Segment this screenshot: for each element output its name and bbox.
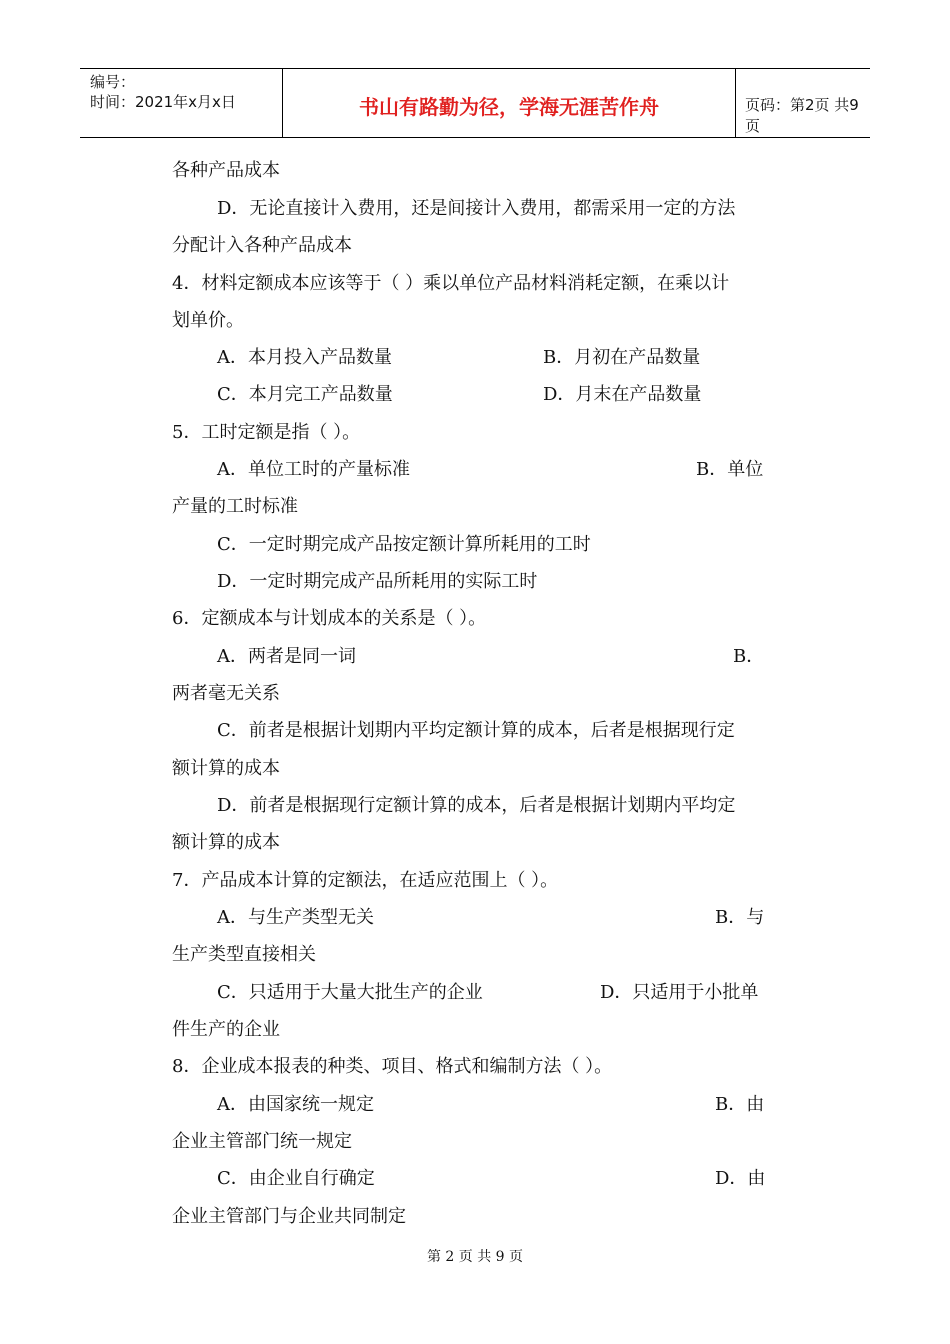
option-b: B．月初在产品数量 bbox=[543, 347, 701, 368]
document-time-label: 时间：2021年x月x日 bbox=[90, 93, 236, 111]
option-a: A．与生产类型无关 bbox=[217, 907, 374, 928]
text-line: 两者毫无关系 bbox=[172, 683, 280, 704]
option-b: B．与 bbox=[715, 907, 765, 928]
text-line: 额计算的成本 bbox=[172, 758, 280, 779]
text-line: 各种产品成本 bbox=[172, 160, 280, 181]
text-line: 产量的工时标准 bbox=[172, 496, 298, 517]
option-c: C．只适用于大量大批生产的企业 bbox=[217, 982, 483, 1003]
option-d: D．无论直接计入费用，还是间接计入费用，都需采用一定的方法 bbox=[217, 198, 736, 219]
option-b: B． bbox=[733, 646, 765, 667]
option-d: D．由 bbox=[715, 1168, 766, 1189]
text-line: 企业主管部门与企业共同制定 bbox=[172, 1206, 406, 1227]
question-8: 8．企业成本报表的种类、项目、格式和编制方法（ ）。 bbox=[172, 1056, 613, 1077]
page-header bbox=[80, 68, 870, 138]
header-page-cell bbox=[735, 69, 870, 137]
header-page-info: 页码：第2页 共9页 bbox=[745, 96, 859, 135]
motto-text: 书山有路勤为径，学海无涯苦作舟 bbox=[359, 95, 659, 119]
text-line: 生产类型直接相关 bbox=[172, 944, 316, 965]
text-line: 企业主管部门统一规定 bbox=[172, 1131, 352, 1152]
option-b: B．由 bbox=[715, 1094, 765, 1115]
option-c: C．前者是根据计划期内平均定额计算的成本，后者是根据现行定 bbox=[217, 720, 735, 741]
option-c: C．一定时期完成产品按定额计算所耗用的工时 bbox=[217, 534, 591, 555]
option-d: D．月末在产品数量 bbox=[543, 384, 702, 405]
header-motto-cell bbox=[282, 69, 736, 137]
option-d: D．前者是根据现行定额计算的成本，后者是根据计划期内平均定 bbox=[217, 795, 736, 816]
option-a: A．本月投入产品数量 bbox=[217, 347, 392, 368]
question-4: 4．材料定额成本应该等于（ ）乘以单位产品材料消耗定额，在乘以计 bbox=[172, 273, 730, 294]
question-5: 5．工时定额是指（ ）。 bbox=[172, 422, 361, 443]
text-line: 额计算的成本 bbox=[172, 832, 280, 853]
question-7: 7．产品成本计算的定额法，在适应范围上（ ）。 bbox=[172, 870, 559, 891]
option-d: D．一定时期完成产品所耗用的实际工时 bbox=[217, 571, 538, 592]
option-c: C．本月完工产品数量 bbox=[217, 384, 393, 405]
option-a: A．由国家统一规定 bbox=[217, 1094, 374, 1115]
option-a: A．两者是同一词 bbox=[217, 646, 356, 667]
option-c: C．由企业自行确定 bbox=[217, 1168, 375, 1189]
text-line: 分配计入各种产品成本 bbox=[172, 235, 352, 256]
text-line: 件生产的企业 bbox=[172, 1019, 280, 1040]
header-meta-cell bbox=[80, 69, 282, 137]
text-line: 划单价。 bbox=[172, 310, 244, 331]
option-b: B．单位 bbox=[696, 459, 764, 480]
page-footer: 第 2 页 共 9 页 bbox=[426, 1249, 524, 1265]
option-d: D．只适用于小批单 bbox=[600, 982, 759, 1003]
option-a: A．单位工时的产量标准 bbox=[217, 459, 410, 480]
document-number-label: 编号： bbox=[90, 73, 136, 91]
question-6: 6．定额成本与计划成本的关系是（ ）。 bbox=[172, 608, 487, 629]
